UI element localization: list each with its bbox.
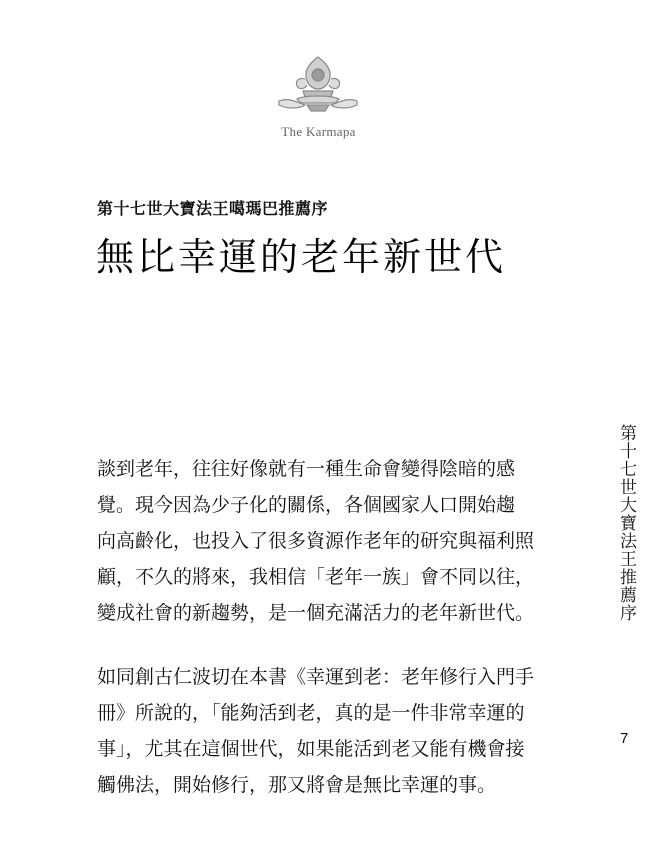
paragraph-2 [97, 659, 537, 803]
running-side-title: 第十七世大寶法王推薦序 [616, 424, 636, 622]
preface-subtitle: 第十七世大寶法王噶瑪巴推薦序 [97, 199, 329, 218]
text-line: 變成社會的新趨勢，是一個充滿活力的老年新世代。 [97, 602, 535, 624]
text-line: 冊》所說的，「能夠活到老，真的是一件非常幸運的 [97, 702, 525, 724]
text-line: 觸佛法，開始修行，那又將會是無比幸運的事。 [97, 774, 497, 796]
chapter-title: 無比幸運的老年新世代 [96, 235, 507, 279]
header-label: The Karmapa [281, 124, 356, 139]
text-line: 如同創古仁波切在本書《幸運到老：老年修行入門手 [97, 666, 535, 688]
paragraph-1 [97, 451, 537, 631]
body-text [97, 451, 537, 831]
text-line: 向高齡化，也投入了很多資源作老年的研究與福利照 [97, 530, 535, 552]
karmapa-emblem-icon [275, 55, 361, 115]
text-line: 覺。現今因為少子化的關係，各個國家人口開始趨 [97, 494, 516, 516]
text-line: 事」，尤其在這個世代，如果能活到老又能有機會接 [97, 738, 525, 760]
page-number: 7 [620, 730, 629, 747]
text-line: 談到老年，往往好像就有一種生命會變得陰暗的感 [97, 458, 516, 480]
text-line: 顧，不久的將來，我相信「老年一族」會不同以往， [97, 566, 535, 588]
